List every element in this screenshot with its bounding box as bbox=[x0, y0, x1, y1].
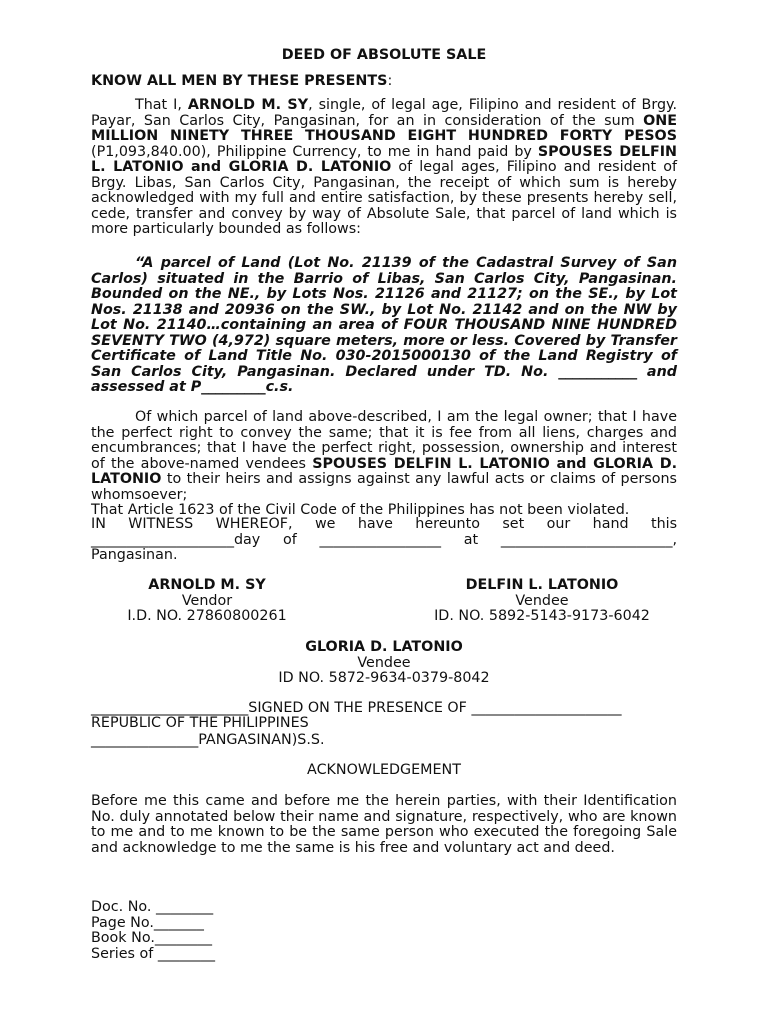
month-blank: _________________ bbox=[319, 532, 442, 548]
doc-no-line: Doc. No. ________ bbox=[91, 899, 214, 915]
vendee1-name: DELFIN L. LATONIO bbox=[465, 577, 619, 593]
know-all-men-heading bbox=[91, 74, 392, 90]
vendee2-name: GLORIA D. LATONIO bbox=[305, 639, 463, 655]
vendor-role: Vendor bbox=[181, 592, 233, 609]
pangasinan-line: Pangasinan. bbox=[91, 547, 178, 563]
book-no-line: Book No.________ bbox=[91, 930, 213, 946]
witness-word: hand bbox=[592, 516, 629, 532]
witness-word: hereunto bbox=[415, 516, 480, 532]
witness-word: our bbox=[546, 516, 571, 532]
vendees-names-inline: SPOUSES DELFIN L. LATONIO and GLORIA D. LATONIO bbox=[91, 143, 678, 175]
witness-word: this bbox=[651, 516, 678, 532]
page-no-line: Page No._______ bbox=[91, 914, 204, 931]
witness-line bbox=[91, 517, 677, 533]
vendor-name-inline: ARNOLD M. SY bbox=[187, 97, 309, 113]
signed-in-presence-line: ______________________SIGNED ON THE PRESENCE OF _____________________ bbox=[91, 700, 622, 716]
witness-word: we bbox=[314, 516, 336, 532]
day-blank: ____________________day bbox=[91, 532, 261, 548]
witness-word: IN bbox=[91, 516, 106, 532]
vendee2-signature-block bbox=[254, 640, 514, 687]
vendor-name: ARNOLD M. SY bbox=[148, 577, 266, 593]
vendee2-role: Vendee bbox=[357, 654, 411, 671]
know-all-men-text: KNOW ALL MEN BY THESE PRESENTS bbox=[91, 73, 388, 89]
witness-word: WITNESS bbox=[128, 516, 194, 532]
date-word: at bbox=[463, 532, 479, 548]
vendee1-id: ID. NO. 5892-5143-9173-6042 bbox=[434, 608, 650, 624]
witness-word: WHEREOF, bbox=[215, 516, 293, 532]
vendor-signature-block bbox=[77, 578, 337, 625]
document-title: DEED OF ABSOLUTE SALE bbox=[281, 47, 487, 63]
place-blank: ________________________, bbox=[500, 532, 678, 548]
p1-text-1: That I, bbox=[135, 97, 188, 113]
province-ss-line: _______________PANGASINAN)S.S. bbox=[91, 732, 325, 748]
republic-line: REPUBLIC OF THE PHILIPPINES bbox=[91, 715, 309, 731]
acknowledgement-title: ACKNOWLEDGEMENT bbox=[307, 762, 461, 778]
p1-text-4: of legal ages, Filipino and resident of Brgy. Libas, San Carlos City, Pangasinan, the receipt of which sum is hereby acknowledged with my full and entire satisfaction, by these presents hereby sell, cede, transfer and convey by way of Absolute Sale, that parcel of land which is more particularly bounded as follows: bbox=[91, 159, 677, 237]
know-all-men-colon: : bbox=[387, 73, 393, 89]
date-word: of bbox=[283, 532, 297, 548]
notarial-register-block bbox=[91, 900, 215, 962]
series-line: Series of ________ bbox=[91, 945, 216, 962]
date-place-blanks bbox=[91, 533, 677, 549]
vendee1-role: Vendee bbox=[515, 592, 569, 609]
vendee1-signature-block bbox=[412, 578, 672, 625]
amount-in-words: ONE MILLION NINETY THREE THOUSAND EIGHT HUNDRED FORTY PESOS bbox=[91, 112, 677, 144]
vendor-id: I.D. NO. 27860800261 bbox=[127, 608, 287, 624]
p2-text-1: Of which parcel of land above-described, I am the legal owner; that I have the perfect right to convey the same; that it is fee from all liens, charges and encumbrances; that I have the perfect right, possession, ownership and interest of the above-named vendees bbox=[91, 409, 677, 472]
consideration-paragraph bbox=[91, 98, 677, 238]
witness-word: set bbox=[502, 516, 525, 532]
article-1623-line: That Article 1623 of the Civil Code of the Philippines has not been violated. bbox=[91, 502, 630, 518]
vendees-names-inline-2: SPOUSES DELFIN L. LATONIO and GLORIA D. LATONIO bbox=[91, 455, 677, 487]
ownership-paragraph bbox=[91, 410, 677, 519]
p1-text-2: , single, of legal age, Filipino and resident of Brgy. Payar, San Carlos City, Pangasinan, for an in consideration of the sum bbox=[91, 97, 678, 129]
acknowledgement-paragraph: Before me this came and before me the herein parties, with their Identification No. duly annotated below their name and signature, respectively, who are known to me and to me known to be the same person who executed the foregoing Sale and acknowledge to me the same is his free and voluntary act and deed. bbox=[91, 793, 677, 856]
p1-text-3: (P1,093,840.00), Philippine Currency, to me in hand paid by bbox=[91, 143, 538, 160]
witness-word: have bbox=[357, 516, 393, 532]
land-description: “A parcel of Land (Lot No. 21139 of the Cadastral Survey of San Carlos) situated in the Barrio of Libas, San Carlos City, Pangasinan. Bounded on the NE., by Lots Nos. 21126 and 21127; on the SE., by Lot Nos. 21138 and 20936 on the SW., by Lot No. 21142 and on the NW by Lot No. 21140…containing an area of FOUR THOUSAND NINE HUNDRED SEVENTY TWO (4,972) square meters, more or less. Covered by Transfer Certificate of Land Title No. 030-2015000130 of the Land Registry of San Carlos City, Pangasinan. Declared under TD. No. ___________ and assessed at P_________c.s. bbox=[91, 255, 677, 395]
p2-text-2: to their heirs and assigns against any lawful acts or claims of persons whomsoever; bbox=[91, 471, 677, 503]
vendee2-id: ID NO. 5872-9634-0379-8042 bbox=[278, 670, 490, 686]
